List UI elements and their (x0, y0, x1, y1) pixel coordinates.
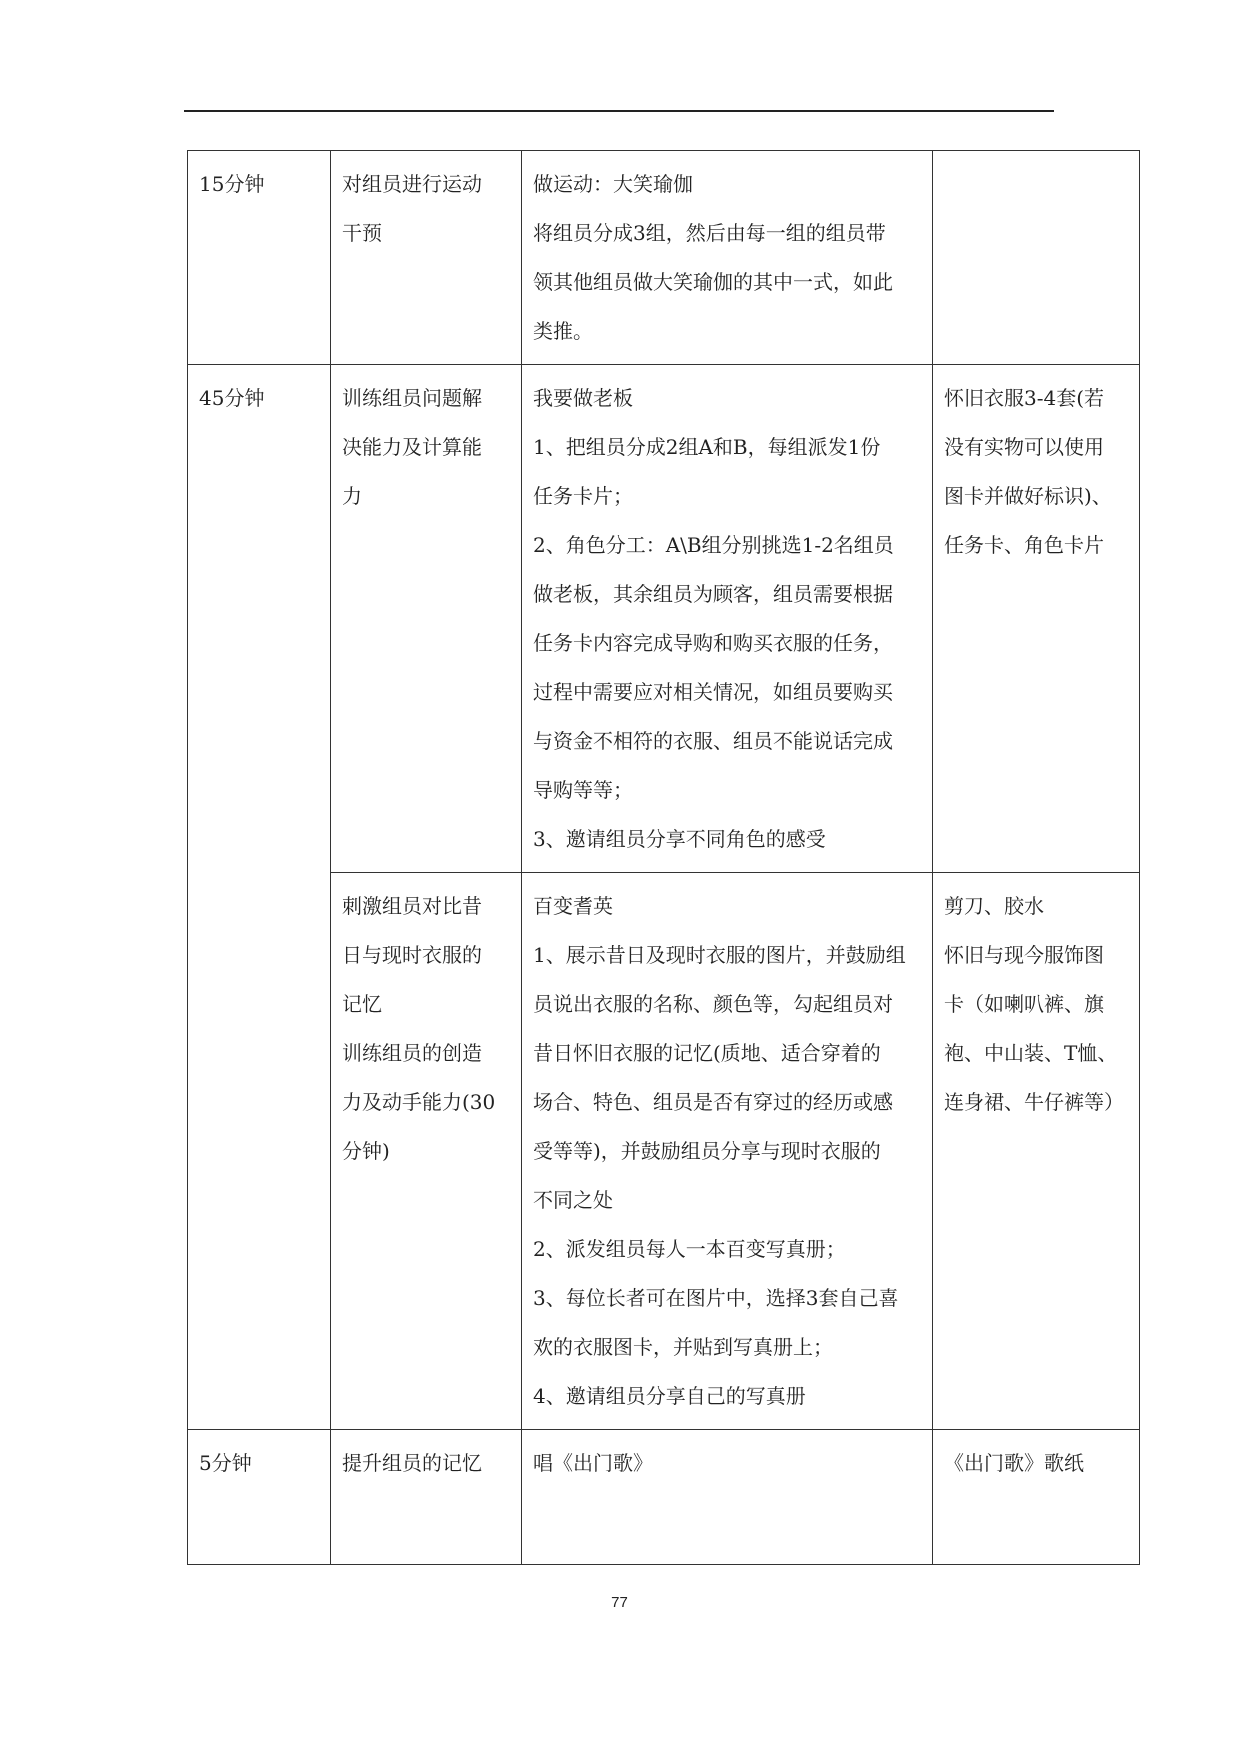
table-row (188, 151, 1140, 365)
table-row (188, 1430, 1140, 1565)
page-number: 77 (611, 1594, 628, 1611)
materials-cell: 怀旧衣服3-4套(若 没有实物可以使用 图卡并做好标识)、 任务卡、角色卡片 (933, 365, 1140, 873)
content-cell: 我要做老板 1、把组员分成2组A和B，每组派发1份 任务卡片； 2、角色分工：A\B组分别挑选1-2名组员 做老板，其余组员为顾客，组员需要根据 任务卡内容完成导购和购买衣服的任务， 过程中需要应对相关情况，如组员要购买 与资金不相符的衣服、组员不能说话完成 导购等等； 3、邀请组员分享不同角色的感受 (522, 365, 933, 873)
materials-cell: 《出门歌》歌纸 (933, 1430, 1140, 1565)
header-rule (184, 110, 1054, 112)
time-cell: 45分钟 (188, 365, 331, 1430)
goal-cell: 训练组员问题解 决能力及计算能 力 (331, 365, 522, 873)
table-row (188, 365, 1140, 873)
materials-cell: 剪刀、胶水 怀旧与现今服饰图 卡（如喇叭裤、旗 袍、中山装、T恤、 连身裙、牛仔裤等） (933, 873, 1140, 1430)
time-cell: 5分钟 (188, 1430, 331, 1565)
materials-cell (933, 151, 1140, 365)
activity-plan-table (187, 150, 1140, 1565)
goal-cell: 刺激组员对比昔 日与现时衣服的 记忆 训练组员的创造 力及动手能力(30 分钟) (331, 873, 522, 1430)
content-cell: 做运动：大笑瑜伽 将组员分成3组，然后由每一组的组员带 领其他组员做大笑瑜伽的其中一式，如此 类推。 (522, 151, 933, 365)
content-cell: 百变耆英 1、展示昔日及现时衣服的图片，并鼓励组 员说出衣服的名称、颜色等，勾起组员对 昔日怀旧衣服的记忆(质地、适合穿着的 场合、特色、组员是否有穿过的经历或感 受等等)，并鼓励组员分享与现时衣服的 不同之处 2、派发组员每人一本百变写真册； 3、每位长者可在图片中，选择3套自己喜 欢的衣服图卡，并贴到写真册上； 4、邀请组员分享自己的写真册 (522, 873, 933, 1430)
table-row (188, 873, 1140, 1430)
goal-cell: 对组员进行运动 干预 (331, 151, 522, 365)
time-cell: 15分钟 (188, 151, 331, 365)
content-cell: 唱《出门歌》 (522, 1430, 933, 1565)
goal-cell: 提升组员的记忆 (331, 1430, 522, 1565)
